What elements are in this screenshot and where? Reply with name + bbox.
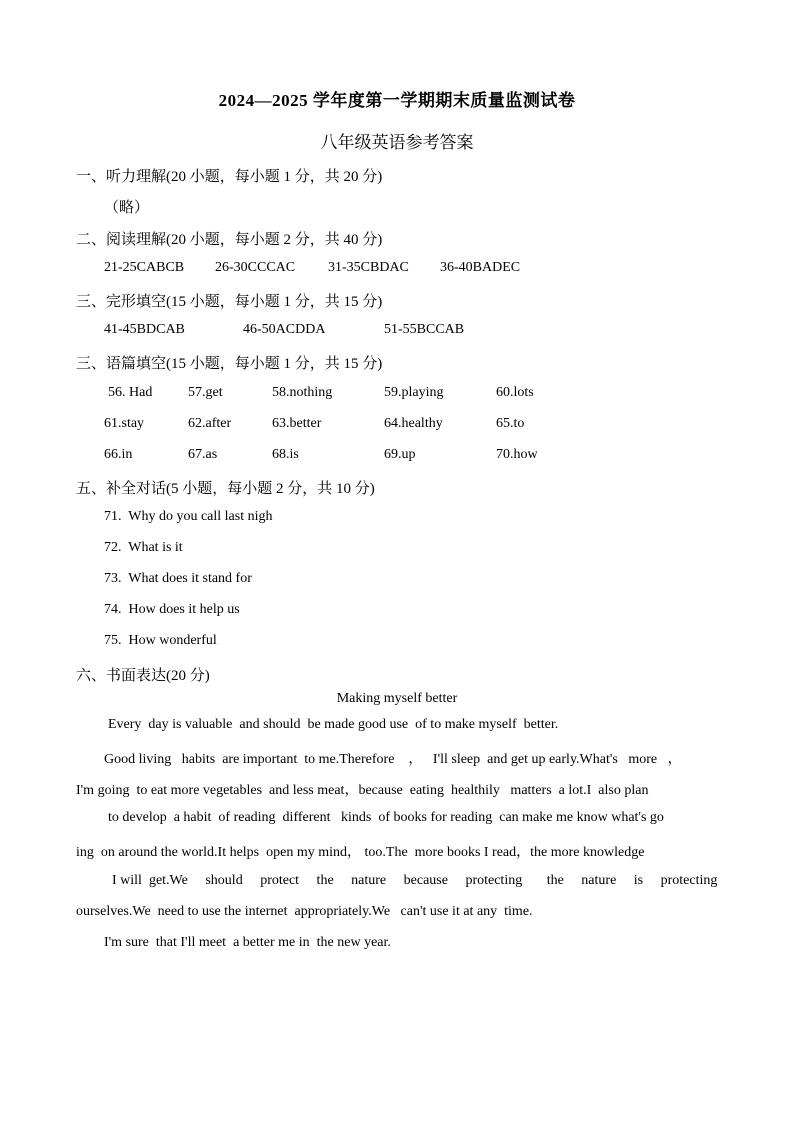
reading-answer: 26-30CCCAC: [215, 260, 296, 275]
essay-line: to develop a habit of reading different kinds of books for reading can make me know what's go: [108, 810, 664, 825]
essay-line: I'm going to eat more vegetables and less meat，because eating healthily matters a lot.I also plan: [76, 783, 649, 798]
essay-line: ing on around the world.It helps open my mind， too.The more books I read，the more knowledge: [76, 845, 645, 860]
gap-fill-answer: 69.up: [384, 447, 416, 462]
dialogue-answer: 75. How wonderful: [104, 633, 217, 648]
dialogue-answer: 74. How does it help us: [104, 602, 240, 617]
gap-fill-answer: 70.how: [496, 447, 538, 462]
gap-fill-answer: 60.lots: [496, 385, 534, 400]
dialogue-answer: 73. What does it stand for: [104, 571, 252, 586]
cloze-heading: 三、完形填空(15 小题，每小题 1 分，共 15 分): [76, 294, 383, 310]
gap-fill-answer: 65.to: [496, 416, 525, 431]
reading-heading: 二、阅读理解(20 小题，每小题 2 分，共 40 分): [76, 232, 383, 248]
cloze-answer: 41-45BDCAB: [104, 322, 185, 337]
dialogue-answer: 72. What is it: [104, 540, 183, 555]
listening-heading: 一、听力理解(20 小题，每小题 1 分，共 20 分): [76, 169, 383, 185]
gap-fill-answer: 63.better: [272, 416, 322, 431]
listening-note: （略）: [104, 200, 150, 216]
essay-line: ourselves.We need to use the internet appropriately.We can't use it at any time.: [76, 904, 533, 919]
cloze-answer: 51-55BCCAB: [384, 322, 465, 337]
essay-line: I'm sure that I'll meet a better me in the new year.: [104, 935, 391, 950]
gap-fill-answer: 59.playing: [384, 385, 444, 400]
gap-fill-answer: 58.nothing: [272, 385, 333, 400]
essay-line: I will get.We should protect the nature because protecting the nature is protecting: [112, 873, 718, 888]
gap-fill-answer: 66.in: [104, 447, 133, 462]
essay-line: Every day is valuable and should be made good use of to make myself better.: [108, 717, 559, 732]
essay-title: Making myself better: [336, 691, 458, 706]
dialogue-answer: 71. Why do you call last nigh: [104, 509, 273, 524]
page-subtitle: 八年级英语参考答案: [320, 133, 474, 152]
reading-answer: 21-25CABCB: [104, 260, 185, 275]
reading-answer: 31-35CBDAC: [328, 260, 409, 275]
gap-fill-heading: 三、语篇填空(15 小题，每小题 1 分，共 15 分): [76, 356, 383, 372]
writing-heading: 六、书面表达(20 分): [76, 668, 210, 684]
gap-fill-answer: 57.get: [188, 385, 223, 400]
dialogue-heading: 五、补全对话(5 小题，每小题 2 分，共 10 分): [76, 481, 375, 497]
gap-fill-answer: 64.healthy: [384, 416, 443, 431]
cloze-answer: 46-50ACDDA: [243, 322, 326, 337]
gap-fill-answer: 62.after: [188, 416, 232, 431]
essay-line: Good living habits are important to me.Therefore ， I'll sleep and get up early.What's more ，: [104, 752, 682, 767]
page-title: 2024—2025 学年度第一学期期末质量监测试卷: [218, 91, 576, 110]
gap-fill-answer: 56. Had: [108, 385, 153, 400]
reading-answer: 36-40BADEC: [440, 260, 521, 275]
gap-fill-answer: 68.is: [272, 447, 299, 462]
gap-fill-answer: 67.as: [188, 447, 218, 462]
gap-fill-answer: 61.stay: [104, 416, 145, 431]
